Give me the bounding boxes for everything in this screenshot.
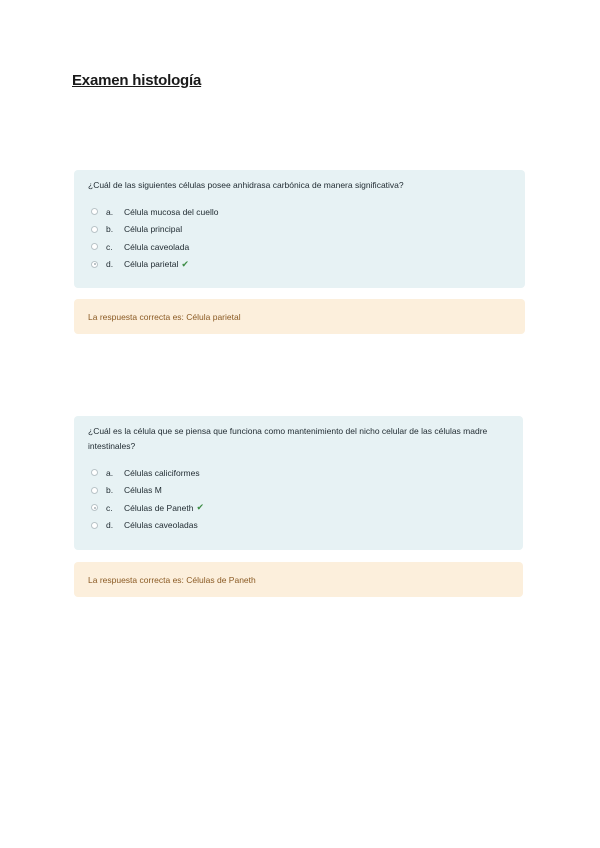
option-letter: b. — [106, 224, 114, 235]
option-label: Célula caveolada — [124, 241, 190, 252]
answer-option-a[interactable] — [91, 464, 509, 482]
document-title: Examen histología — [72, 72, 202, 89]
option-letter: a. — [106, 467, 114, 478]
option-letter: d. — [106, 520, 114, 531]
answer-options — [88, 203, 511, 273]
option-label: Célula principal — [124, 224, 183, 235]
answer-option-c[interactable] — [91, 238, 511, 256]
question-card-2 — [74, 416, 523, 550]
question-text: ¿Cuál de las siguientes células posee anhidrasa carbónica de manera significativa? — [88, 180, 404, 190]
radio-button[interactable] — [91, 487, 98, 494]
radio-button-selected[interactable] — [91, 261, 98, 268]
radio-button[interactable] — [91, 226, 98, 233]
radio-button[interactable] — [91, 469, 98, 476]
checkmark-icon: ✔ — [196, 502, 205, 513]
radio-button-selected[interactable] — [91, 504, 98, 511]
option-label: Célula mucosa del cuello — [124, 206, 219, 217]
option-label: Célula parietal — [124, 259, 179, 270]
answer-option-a[interactable] — [91, 203, 511, 221]
feedback-box-2 — [74, 562, 523, 597]
option-label: Células de Paneth — [124, 502, 194, 513]
answer-option-c[interactable] — [91, 499, 509, 517]
answer-option-d[interactable] — [91, 256, 511, 274]
option-label: Células caliciformes — [124, 467, 200, 478]
option-letter: d. — [106, 259, 114, 270]
option-letter: c. — [106, 241, 113, 252]
checkmark-icon: ✔ — [181, 258, 189, 269]
option-letter: a. — [106, 206, 114, 217]
radio-button[interactable] — [91, 243, 98, 250]
question-card-1 — [74, 170, 525, 288]
answer-option-b[interactable] — [91, 221, 511, 239]
option-label: Células M — [124, 485, 162, 496]
answer-option-b[interactable] — [91, 482, 509, 500]
radio-button[interactable] — [91, 208, 98, 215]
option-label: Células caveoladas — [124, 520, 198, 531]
feedback-text: La respuesta correcta es: Célula parietal — [88, 311, 241, 322]
question-text: ¿Cuál es la célula que se piensa que funciona como mantenimiento del nicho celular de las células madre intestinales? — [88, 426, 488, 451]
option-letter: c. — [106, 502, 113, 513]
answer-option-d[interactable] — [91, 517, 509, 535]
radio-button[interactable] — [91, 522, 98, 529]
answer-options — [88, 464, 509, 534]
feedback-text: La respuesta correcta es: Células de Paneth — [88, 574, 256, 585]
feedback-box-1 — [74, 299, 525, 334]
option-letter: b. — [106, 485, 114, 496]
